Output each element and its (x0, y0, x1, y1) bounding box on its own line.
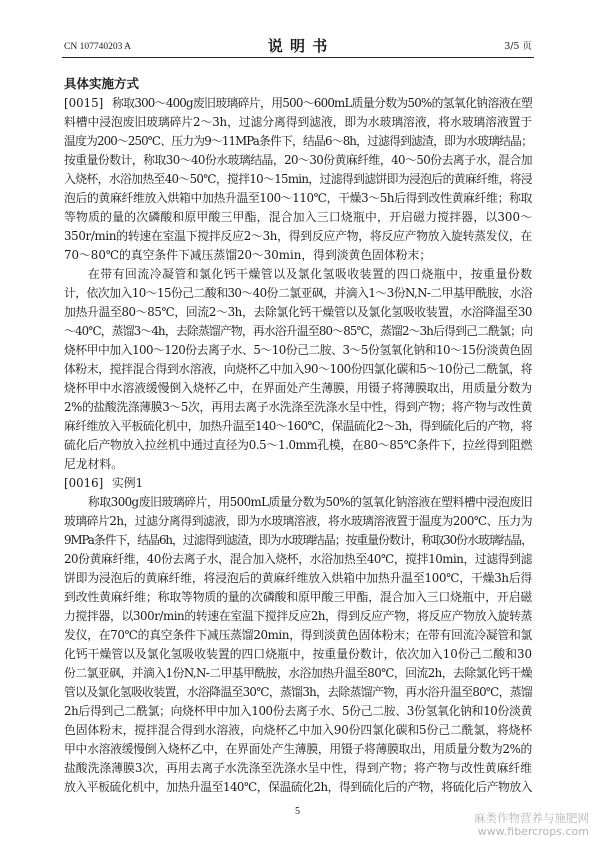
paragraph-first-line (64, 94, 532, 113)
text-line: 烧杯甲中水溶液缓慢倒入烧杯乙中，在界面处产生薄膜，用镊子将薄膜取出，用质量分数为 (64, 380, 532, 395)
text-line: 泡后的黄麻纤维放入烘箱中加热升温至100～110℃，干燥3～5h后得到改性黄麻纤维；称取 (64, 190, 532, 205)
text-line: 饼即为浸泡后的黄麻纤维，将浸泡后的黄麻纤维放入烘箱中加热升温至100℃，干燥3h后得 (64, 570, 532, 585)
text-line: 加热升温至80～85℃，回流2～3h，去除氯化钙干燥管以及氯化氢吸收装置，水浴降温至30 (64, 304, 532, 319)
text-line: 玻璃碎片2h，过滤分离得到滤液，即为水玻璃溶液，将水玻璃溶液置于温度为200℃、压力为 (64, 513, 532, 528)
paragraph-0015-continued (64, 265, 532, 474)
text-line: 按重量份数计，称取30～40份水玻璃结晶，20～30份黄麻纤维，40～50份去离子水，混合加 (64, 152, 532, 167)
text-line: 管以及氯化氢吸收装置，水浴降温至30℃，蒸馏3h，去除蒸馏产物，再水浴升温至80℃，蒸馏 (64, 684, 532, 699)
text-line: 发仪，在70℃的真空条件下减压蒸馏20min，得到淡黄色固体粉末；在带有回流冷凝管和氯 (64, 627, 532, 642)
text-line: 20份黄麻纤维，40份去离子水，混合加入烧杯，水浴加热至40℃，搅拌10min，过滤得到滤 (64, 551, 532, 566)
document-title: 说 明 书 (267, 37, 329, 55)
text-line: 温度为200～250℃、压力为9～11MPa条件下，结晶6～8h，过滤得到滤渣，即为水玻璃结晶； (64, 133, 532, 148)
watermark (474, 811, 589, 839)
patent-number: CN 107740203 A (64, 42, 132, 52)
text-line: 9MPa条件下，结晶6h，过滤得到滤渣，即为水玻璃结晶；按重量份数计，称取30份水玻璃结晶， (64, 532, 532, 547)
text-line: 称取300～400g废旧玻璃碎片，用500～600mL质量分数为50%的氢氧化钠溶液在塑 (112, 95, 532, 110)
watermark-url: www.fibercrops.com (477, 825, 589, 838)
text-line: 料槽中浸泡废旧玻璃碎片2～3h，过滤分离得到滤液，即为水玻璃溶液，将水玻璃溶液置于 (64, 114, 532, 129)
paragraph-number: [0016] (64, 475, 104, 490)
example-heading: 实例1 (112, 475, 144, 490)
text-line: 2h后得到己二酰氯；向烧杯甲中加入100份去离子水、5份己二胺、3份氢氧化钠和10份淡黄 (64, 703, 532, 718)
text-line: 2%的盐酸洗涤薄膜3～5次，再用去离子水洗涤至洗涤水呈中性，得到产物；将产物与改性黄 (64, 399, 532, 414)
example-1-paragraph (64, 493, 532, 797)
body-text (64, 94, 532, 797)
text-line: 份二氯亚砜，并滴入1份N,N-二甲基甲酰胺，水浴加热升温至80℃，回流2h，去除氯化钙干燥 (64, 665, 532, 680)
page-header (64, 38, 532, 54)
paragraph-0016 (64, 474, 532, 493)
section-heading: 具体实施方式 (64, 76, 140, 91)
text-line: 体粉末，搅拌混合得到水溶液，向烧杯乙中加入90～100份四氯化碳和5～10份己二酰氯，将 (64, 361, 532, 376)
text-line: 烧杯甲中加入100～120份去离子水、5～10份己二胺、3～5份氢氧化钠和10～15份淡黄色固 (64, 342, 532, 357)
text-line: 等物质的量的次磷酸和原甲酸三甲酯，混合加入三口烧瓶中，开启磁力搅拌器，以300～ (64, 209, 532, 224)
text-line: 甲中水溶液缓慢倒入烧杯乙中，在界面处产生薄膜，用镊子将薄膜取出，用质量分数为2%的 (64, 741, 532, 756)
paragraph-0015 (64, 94, 532, 265)
text-line: 色固体粉末，搅拌混合得到水溶液，向烧杯乙中加入90份四氯化碳和5份己二酰氯，将烧杯 (64, 722, 532, 737)
text-line: 350r/min的转速在室温下搅拌反应2～3h，得到反应产物，将反应产物放入旋转蒸发仪，在 (64, 228, 532, 243)
text-line: 力搅拌器，以300r/min的转速在室温下搅拌反应2h，得到反应产物，将反应产物放入旋转蒸 (64, 608, 532, 623)
text-line: 尼龙材料。 (64, 456, 123, 471)
text-line: 计，依次加入10～15份己二酸和30～40份二氯亚砜，并滴入1～3份N,N-二甲基甲酰胺，水浴 (64, 285, 532, 300)
text-line: 放入平板硫化机中，加热升温至140℃，保温硫化2h，得到硫化后的产物，将硫化后产物放入 (64, 779, 532, 794)
text-line: 麻纤维放入平板硫化机中，加热升温至140～160℃，保温硫化2～3h，得到硫化后的产物，将 (64, 418, 532, 433)
page-number: 5 (295, 806, 300, 817)
text-line: 70～80℃的真空条件下减压蒸馏20～30min，得到淡黄色固体粉末； (64, 247, 432, 262)
text-line: 盐酸洗涤薄膜3次，再用去离子水洗涤至洗涤水呈中性，得到产物；将产物与改性黄麻纤维 (64, 760, 532, 775)
page-indicator: 3/5 页 (504, 41, 532, 52)
text-line: 到改性黄麻纤维；称取等物质的量的次磷酸和原甲酸三甲酯，混合加入三口烧瓶中，开启磁 (64, 589, 532, 604)
text-line: 硫化后产物放入拉丝机中通过直径为0.5～1.0mm孔模，在80～85℃条件下，拉丝得到阻燃 (64, 437, 532, 452)
text-line: 入烧杯，水浴加热至40～50℃，搅拌10～15min，过滤得到滤饼即为浸泡后的黄麻纤维，将浸 (64, 171, 532, 186)
text-line: 化钙干燥管以及氯化氢吸收装置的四口烧瓶中，按重量份数计，依次加入10份己二酸和30 (64, 646, 532, 661)
text-line: 在带有回流冷凝管和氯化钙干燥管以及氯化氢吸收装置的四口烧瓶中，按重量份数 (88, 266, 532, 281)
paragraph-number: [0015] (64, 95, 104, 110)
watermark-site-name: 麻类作物营养与施肥网 (474, 811, 589, 825)
header-divider (62, 57, 534, 58)
text-line: 称取300g废旧玻璃碎片，用500mL质量分数为50%的氢氧化钠溶液在塑料槽中浸泡废旧 (88, 494, 532, 509)
text-line: ～40℃，蒸馏3～4h，去除蒸馏产物，再水浴升温至80～85℃，蒸馏2～3h后得到己二酰氯；向 (64, 323, 532, 338)
